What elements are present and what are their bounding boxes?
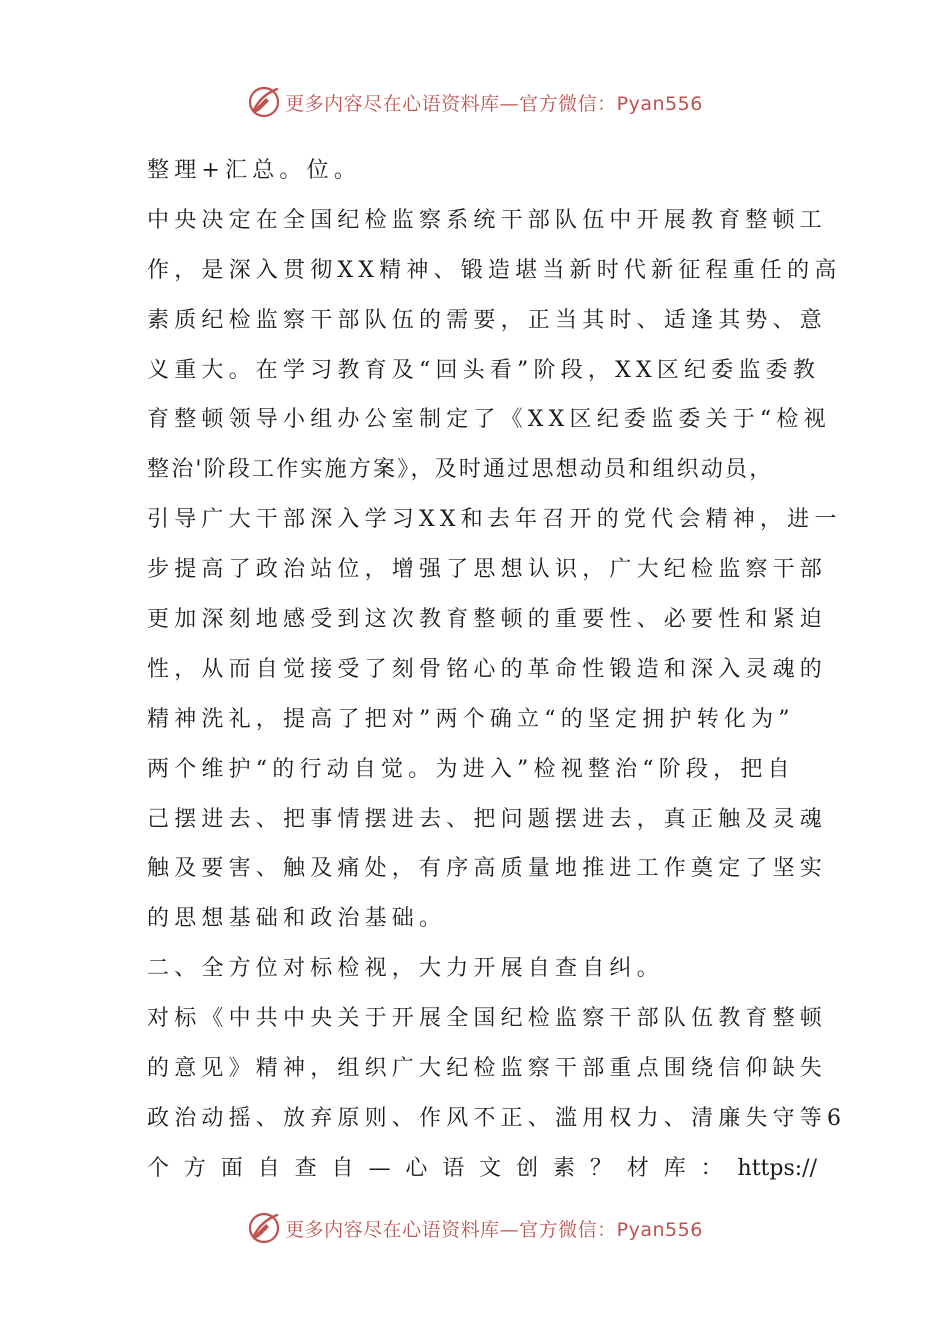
body-line: 中央决定在全国纪检监察系统干部队伍中开展教育整顿工 — [147, 207, 828, 233]
body-line: 作，是深入贯彻XX精神、锻造堪当新时代新征程重任的高 — [147, 257, 842, 283]
body-line: 己摆进去、把事情摆进去、把问题摆进去，真正触及灵魂 — [147, 806, 828, 832]
body-line: 育整顿领导小组办公室制定了《XX区纪委监委关于“检视 — [147, 407, 831, 433]
document-body — [147, 146, 847, 1194]
wechat-id: Pyan556 — [616, 92, 703, 115]
watermark-text: 更多内容尽在心语资料库—官方微信：Pyan556 — [285, 92, 703, 115]
body-line: 两个维护“的行动自觉。为进入”检视整治“阶段，把自 — [147, 756, 795, 782]
pen-logo-icon — [247, 1211, 281, 1245]
body-line: 更加深刻地感受到这次教育整顿的重要性、必要性和紧迫 — [147, 607, 828, 633]
body-line: 整理+汇总。位。 — [147, 158, 362, 183]
body-line: 的思想基础和政治基础。 — [147, 906, 447, 932]
section-heading: 二、全方位对标检视，大力开展自查自纠。 — [147, 956, 664, 982]
body-line: 精神洗礼，提高了把对”两个确立“的坚定拥护转化为” — [147, 706, 795, 732]
footer-watermark — [0, 1208, 950, 1248]
body-line: 性，从而自觉接受了刻骨铭心的革命性锻造和深入灵魂的 — [147, 656, 828, 682]
body-line: 义重大。在学习教育及“回头看”阶段，XX区纪委监委教 — [147, 357, 821, 383]
body-line: 的意见》精神，组织广大纪检监察干部重点围绕信仰缺失 — [147, 1056, 828, 1082]
body-line: 触及要害、触及痛处，有序高质量地推进工作奠定了坚实 — [147, 856, 828, 882]
body-line: 引导广大干部深入学习XX和去年召开的党代会精神，进一 — [147, 507, 842, 533]
body-line: 步提高了政治站位，增强了思想认识，广大纪检监察干部 — [147, 557, 828, 583]
wechat-id: Pyan556 — [616, 1218, 703, 1241]
body-line: 对标《中共中央关于开展全国纪检监察干部队伍教育整顿 — [147, 1006, 828, 1032]
body-line: 个方面自查自—心语文创素？材库：https:// — [147, 1155, 817, 1181]
pen-logo-icon — [247, 85, 281, 119]
body-line: 政治动摇、放弃原则、作风不正、滥用权力、清廉失守等6 — [147, 1105, 847, 1131]
header-watermark — [0, 82, 950, 122]
body-line: 素质纪检监察干部队伍的需要，正当其时、适逢其势、意 — [147, 307, 828, 333]
body-line: 整治'阶段工作实施方案》，及时通过思想动员和组织动员， — [147, 457, 774, 483]
watermark-text: 更多内容尽在心语资料库—官方微信：Pyan556 — [285, 1218, 703, 1241]
